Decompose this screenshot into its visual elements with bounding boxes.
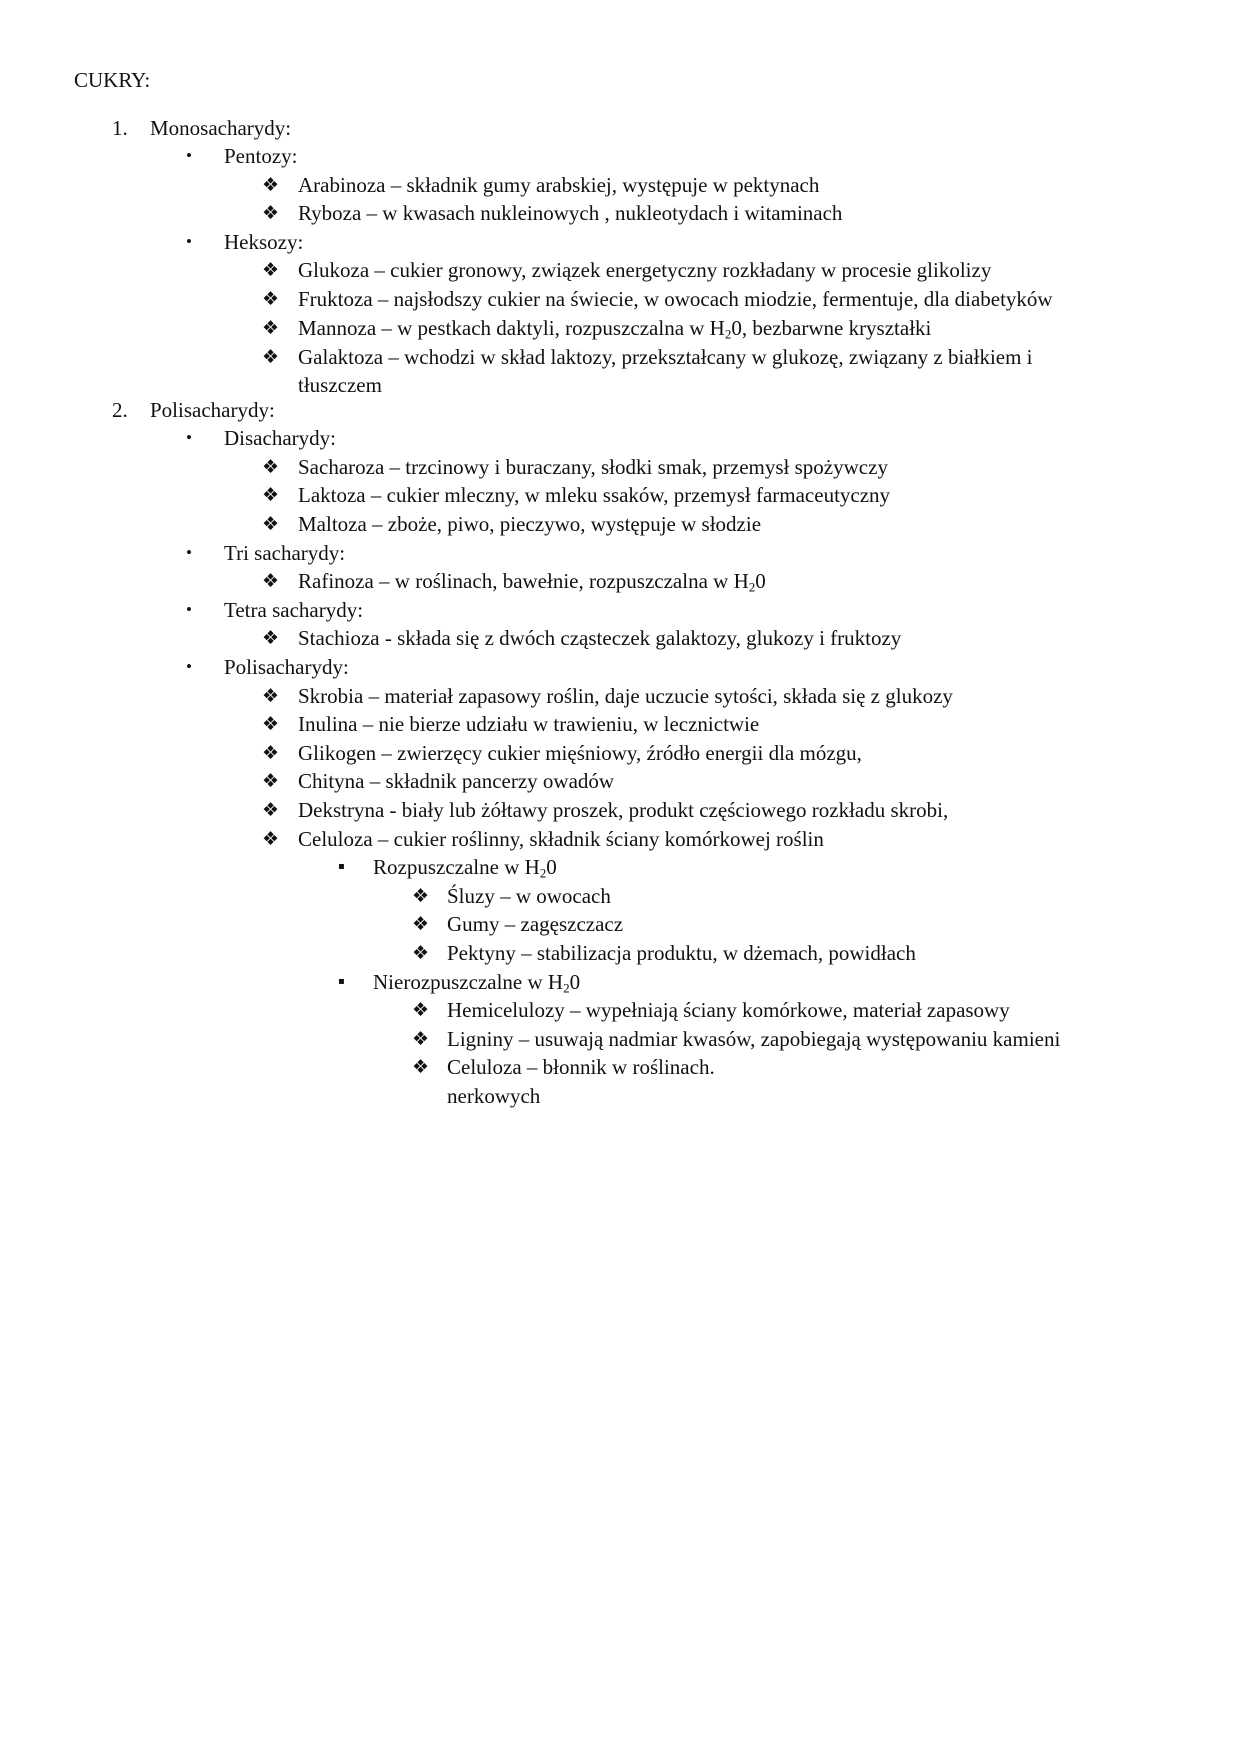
subscript: 2 — [724, 326, 732, 342]
diamond-bullet-icon: ❖ — [412, 885, 430, 907]
bullet-dot-icon: • — [186, 543, 192, 562]
list-item-text: Stachioza - składa się z dwóch cząsteczek galaktozy, glukozy i fruktozy — [298, 626, 902, 650]
subscript: 2 — [539, 865, 547, 881]
diamond-bullet-icon: ❖ — [412, 913, 430, 935]
list-number: 1. — [112, 116, 128, 140]
list-item-text: Laktoza – cukier mleczny, w mleku ssaków, przemysł farmaceutyczny — [298, 483, 891, 507]
list-item-text — [373, 968, 580, 996]
list-item-text: Sacharoza – trzcinowy i buraczany, słodki smak, przemysł spożywczy — [298, 455, 888, 479]
list-item-text — [298, 314, 931, 342]
list-item-text: Ligniny – usuwają nadmiar kwasów, zapobiegają występowaniu kamieni — [447, 1027, 1061, 1051]
diamond-bullet-icon: ❖ — [262, 259, 280, 281]
list-item-continuation: nerkowych — [447, 1084, 541, 1108]
diamond-bullet-icon: ❖ — [412, 942, 430, 964]
list-item-text: Tetra sacharydy: — [224, 598, 364, 622]
diamond-bullet-icon: ❖ — [262, 828, 280, 850]
list-item-text: Skrobia – materiał zapasowy roślin, daje uczucie sytości, składa się z glukozy — [298, 684, 953, 708]
text-segment: Rafinoza – w roślinach, bawełnie, rozpuszczalna w H — [298, 569, 749, 593]
diamond-bullet-icon: ❖ — [262, 770, 280, 792]
bullet-dot-icon: • — [186, 146, 192, 165]
list-item-text: Glukoza – cukier gronowy, związek energetyczny rozkładany w procesie glikolizy — [298, 258, 992, 282]
square-bullet-icon: ▪ — [338, 976, 345, 987]
diamond-bullet-icon: ❖ — [262, 627, 280, 649]
bullet-dot-icon: • — [186, 428, 192, 447]
list-item-text: Śluzy – w owocach — [447, 884, 611, 908]
text-segment: 0, bezbarwne kryształki — [731, 316, 932, 340]
subscript: 2 — [563, 980, 570, 996]
text-segment: 0 — [546, 855, 557, 879]
list-item-text: Glikogen – zwierzęcy cukier mięśniowy, źródło energii dla mózgu, — [298, 741, 862, 765]
diamond-bullet-icon: ❖ — [412, 1056, 430, 1078]
document-title: CUKRY: — [74, 68, 151, 92]
list-item-text: Arabinoza – składnik gumy arabskiej, występuje w pektynach — [298, 173, 820, 197]
list-item-text: Pentozy: — [224, 144, 298, 168]
list-item-text: Celuloza – cukier roślinny, składnik ściany komórkowej roślin — [298, 827, 824, 851]
diamond-bullet-icon: ❖ — [262, 456, 280, 478]
list-item-text: Polisacharydy: — [150, 398, 275, 422]
bullet-dot-icon: • — [186, 232, 192, 251]
list-item-text: Ryboza – w kwasach nukleinowych , nukleotydach i witaminach — [298, 201, 843, 225]
diamond-bullet-icon: ❖ — [262, 570, 280, 592]
list-item-text: Fruktoza – najsłodszy cukier na świecie, w owocach miodzie, fermentuje, dla diabetyków — [298, 287, 1053, 311]
square-bullet-icon: ▪ — [338, 861, 345, 872]
text-segment: 0 — [569, 970, 581, 994]
list-item-text: Celuloza – błonnik w roślinach. — [447, 1055, 715, 1079]
diamond-bullet-icon: ❖ — [262, 799, 280, 821]
diamond-bullet-icon: ❖ — [262, 713, 280, 735]
text-segment: Rozpuszczalne w H — [373, 855, 540, 879]
list-item-text: Polisacharydy: — [224, 655, 349, 679]
list-item-text: Galaktoza – wchodzi w skład laktozy, przekształcany w glukozę, związany z białkiem i — [298, 345, 1033, 369]
text-segment: Mannoza – w pestkach daktyli, rozpuszczalna w H — [298, 316, 725, 340]
diamond-bullet-icon: ❖ — [262, 346, 280, 368]
list-item-text: Heksozy: — [224, 230, 304, 254]
diamond-bullet-icon: ❖ — [262, 484, 280, 506]
bullet-dot-icon: • — [186, 600, 192, 619]
list-item-text — [373, 853, 557, 881]
diamond-bullet-icon: ❖ — [262, 742, 280, 764]
list-item-text: Pektyny – stabilizacja produktu, w dżemach, powidłach — [447, 941, 916, 965]
list-item-continuation: tłuszczem — [298, 373, 382, 397]
text-segment: 0 — [755, 569, 766, 593]
list-item-text: Inulina – nie bierze udziału w trawieniu, w lecznictwie — [298, 712, 760, 736]
list-item-text: Maltoza – zboże, piwo, pieczywo, występuje w słodzie — [298, 512, 762, 536]
diamond-bullet-icon: ❖ — [262, 174, 280, 196]
list-item-text: Monosacharydy: — [150, 116, 292, 140]
list-number: 2. — [112, 398, 128, 422]
bullet-dot-icon: • — [186, 657, 192, 676]
list-item-text: Disacharydy: — [224, 426, 336, 450]
list-item-text: Tri sacharydy: — [224, 541, 346, 565]
diamond-bullet-icon: ❖ — [412, 1028, 430, 1050]
list-item-text: Dekstryna - biały lub żółtawy proszek, produkt częściowego rozkładu skrobi, — [298, 798, 949, 822]
diamond-bullet-icon: ❖ — [262, 513, 280, 535]
diamond-bullet-icon: ❖ — [262, 202, 280, 224]
diamond-bullet-icon: ❖ — [412, 999, 430, 1021]
list-item-text — [298, 567, 766, 595]
list-item-text: Chityna – składnik pancerzy owadów — [298, 769, 615, 793]
text-segment: Nierozpuszczalne w H — [373, 970, 564, 994]
list-item-text: Hemicelulozy – wypełniają ściany komórkowe, materiał zapasowy — [447, 998, 1010, 1022]
diamond-bullet-icon: ❖ — [262, 288, 280, 310]
diamond-bullet-icon: ❖ — [262, 685, 280, 707]
diamond-bullet-icon: ❖ — [262, 317, 280, 339]
list-item-text: Gumy – zagęszczacz — [447, 912, 624, 936]
subscript: 2 — [748, 579, 756, 595]
